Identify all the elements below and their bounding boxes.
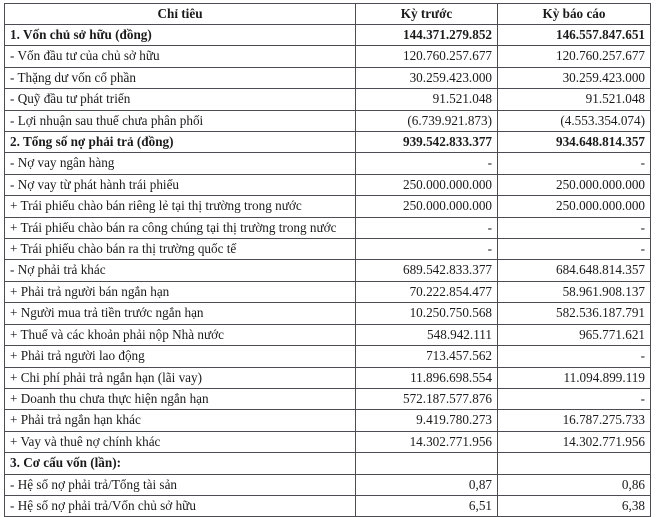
cell-reporting-period: - (498, 346, 651, 367)
row-label: + Trái phiếu chào bán ra công chúng tại thị trường trong nước (5, 217, 356, 238)
cell-previous-period: 9.419.780.273 (356, 410, 498, 431)
cell-reporting-period: - (498, 217, 651, 238)
cell-previous-period: - (356, 217, 498, 238)
cell-previous-period: - (356, 239, 498, 260)
row-label: + Phải trả người bán ngắn hạn (5, 281, 356, 302)
table-row (5, 324, 651, 345)
cell-reporting-period: 11.094.899.119 (498, 367, 651, 388)
table-row (5, 410, 651, 431)
cell-reporting-period: 120.760.257.677 (498, 46, 651, 67)
cell-reporting-period: 684.648.814.357 (498, 260, 651, 281)
table-row (5, 174, 651, 195)
row-label: + Trái phiếu chào bán ra thị trường quốc tế (5, 239, 356, 260)
cell-previous-period: 572.187.577.876 (356, 388, 498, 409)
table-row (5, 67, 651, 88)
cell-previous-period: - (356, 153, 498, 174)
table-header (5, 4, 651, 25)
cell-reporting-period: 934.648.814.357 (498, 132, 651, 153)
row-label: + Trái phiếu chào bán riêng lẻ tại thị trường trong nước (5, 196, 356, 217)
cell-previous-period: 713.457.562 (356, 346, 498, 367)
cell-reporting-period (498, 453, 651, 474)
financial-indicators-table (4, 3, 651, 517)
cell-reporting-period: - (498, 239, 651, 260)
cell-previous-period: 10.250.750.568 (356, 303, 498, 324)
row-label: + Thuế và các khoản phải nộp Nhà nước (5, 324, 356, 345)
cell-reporting-period: 6,38 (498, 495, 651, 516)
row-label: - Nợ phải trả khác (5, 260, 356, 281)
table-row (5, 388, 651, 409)
table-row (5, 303, 651, 324)
column-header-previous-period: Kỳ trước (356, 4, 498, 25)
column-header-label: Chỉ tiêu (5, 4, 356, 25)
row-label: - Quỹ đầu tư phát triển (5, 89, 356, 110)
row-label: - Lợi nhuận sau thuế chưa phân phối (5, 110, 356, 131)
table-row (5, 132, 651, 153)
cell-previous-period: 250.000.000.000 (356, 174, 498, 195)
cell-reporting-period: 965.771.621 (498, 324, 651, 345)
row-label: 3. Cơ cấu vốn (lần): (5, 453, 356, 474)
cell-reporting-period: 30.259.423.000 (498, 67, 651, 88)
cell-previous-period: 30.259.423.000 (356, 67, 498, 88)
table-row (5, 495, 651, 516)
cell-previous-period: 120.760.257.677 (356, 46, 498, 67)
cell-previous-period: (6.739.921.873) (356, 110, 498, 131)
cell-reporting-period: 58.961.908.137 (498, 281, 651, 302)
row-label: + Người mua trả tiền trước ngắn hạn (5, 303, 356, 324)
row-label: 2. Tổng số nợ phải trả (đồng) (5, 132, 356, 153)
cell-previous-period: 91.521.048 (356, 89, 498, 110)
cell-reporting-period: 0,86 (498, 474, 651, 495)
row-label: - Vốn đầu tư của chủ sở hữu (5, 46, 356, 67)
cell-reporting-period: 250.000.000.000 (498, 174, 651, 195)
cell-previous-period: 250.000.000.000 (356, 196, 498, 217)
cell-reporting-period: - (498, 153, 651, 174)
table-row (5, 217, 651, 238)
table-row (5, 431, 651, 452)
cell-previous-period: 548.942.111 (356, 324, 498, 345)
table-row (5, 239, 651, 260)
cell-reporting-period: - (498, 388, 651, 409)
cell-previous-period: 939.542.833.377 (356, 132, 498, 153)
row-label: - Hệ số nợ phải trả/Vốn chủ sở hữu (5, 495, 356, 516)
cell-previous-period: 70.222.854.477 (356, 281, 498, 302)
row-label: - Thặng dư vốn cổ phần (5, 67, 356, 88)
column-header-reporting-period: Kỳ báo cáo (498, 4, 651, 25)
table-row (5, 153, 651, 174)
cell-previous-period: 689.542.833.377 (356, 260, 498, 281)
row-label: - Nợ vay từ phát hành trái phiếu (5, 174, 356, 195)
cell-previous-period: 144.371.279.852 (356, 25, 498, 46)
cell-reporting-period: (4.553.354.074) (498, 110, 651, 131)
row-label: + Chi phí phải trả ngắn hạn (lãi vay) (5, 367, 356, 388)
table-row (5, 453, 651, 474)
row-label: 1. Vốn chủ sở hữu (đồng) (5, 25, 356, 46)
cell-previous-period: 6,51 (356, 495, 498, 516)
cell-previous-period: 11.896.698.554 (356, 367, 498, 388)
cell-reporting-period: 250.000.000.000 (498, 196, 651, 217)
cell-previous-period (356, 453, 498, 474)
cell-reporting-period: 146.557.847.651 (498, 25, 651, 46)
table-row (5, 89, 651, 110)
header-row (5, 4, 651, 25)
table-row (5, 367, 651, 388)
row-label: + Phải trả người lao động (5, 346, 356, 367)
table-body (5, 25, 651, 517)
table-row (5, 46, 651, 67)
table-row (5, 196, 651, 217)
cell-reporting-period: 582.536.187.791 (498, 303, 651, 324)
cell-reporting-period: 16.787.275.733 (498, 410, 651, 431)
row-label: - Hệ số nợ phải trả/Tổng tài sản (5, 474, 356, 495)
row-label: - Nợ vay ngân hàng (5, 153, 356, 174)
table-row (5, 25, 651, 46)
table-row (5, 346, 651, 367)
table-row (5, 260, 651, 281)
cell-reporting-period: 91.521.048 (498, 89, 651, 110)
table-row (5, 474, 651, 495)
table-row (5, 110, 651, 131)
cell-reporting-period: 14.302.771.956 (498, 431, 651, 452)
row-label: + Vay và thuê nợ chính khác (5, 431, 356, 452)
table-row (5, 281, 651, 302)
row-label: + Phải trả ngắn hạn khác (5, 410, 356, 431)
cell-previous-period: 14.302.771.956 (356, 431, 498, 452)
row-label: + Doanh thu chưa thực hiện ngắn hạn (5, 388, 356, 409)
cell-previous-period: 0,87 (356, 474, 498, 495)
